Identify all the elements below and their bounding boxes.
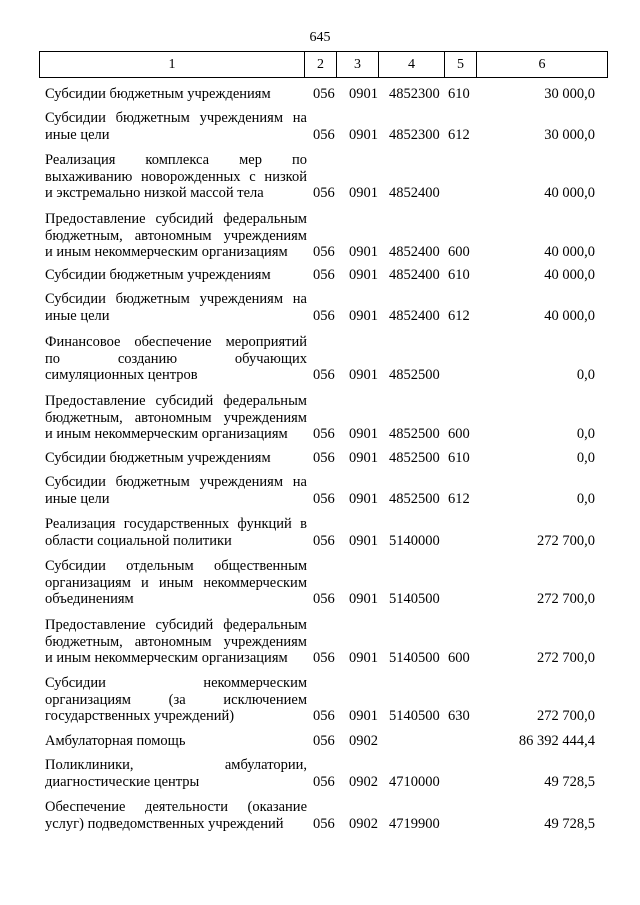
row-c3: 0901 [349,708,378,724]
row-name [45,211,307,261]
row-c6: 30 000,0 [544,126,595,143]
row-c3: 0901 [349,591,378,607]
row-c5: 612 [448,307,470,324]
row-c4: 4852400 [389,307,440,324]
row-c2: 056 [313,185,335,201]
header-col-1: 1 [39,51,305,78]
row-name [45,733,307,750]
row-c2: 056 [313,450,335,466]
row-name-line: бюджетным, автономным учреждениям [45,227,307,244]
row-name [45,110,307,143]
row-c2: 056 [313,532,335,549]
row-name-line: Субсидии бюджетным учреждениям на [45,474,307,490]
row-c5: 600 [448,650,470,666]
row-c3: 0901 [349,450,378,466]
row-c3: 0902 [349,733,378,749]
row-c4: 4852300 [389,126,440,143]
row-c5: 610 [448,450,470,466]
row-c3: 0901 [349,267,378,283]
row-name-line: по созданию обучающих [45,350,307,367]
row-name [45,393,307,443]
row-c2: 056 [313,367,335,383]
row-c4: 4852500 [389,367,440,383]
row-name [45,334,307,384]
table-header [39,51,608,78]
row-c3: 0901 [349,126,378,143]
row-name-line: Субсидии бюджетным учреждениям на [45,110,307,126]
row-c4: 4852400 [389,185,440,201]
row-c2: 056 [313,126,335,143]
row-name [45,291,307,324]
row-name-line: Предоставление субсидий федеральным [45,393,307,409]
header-col-5: 5 [444,51,477,78]
row-c5: 630 [448,708,470,724]
header-col-3: 3 [336,51,379,78]
row-name-line: организациям (за исключением [45,691,307,708]
row-c6: 0,0 [576,450,595,466]
row-name-line: Поликлиники, амбулатории, [45,757,307,773]
row-c2: 056 [313,426,335,442]
row-name-line: и иным некоммерческим организациям [45,426,288,442]
row-c6: 272 700,0 [537,532,595,549]
row-c5: 610 [448,267,470,283]
row-c5: 612 [448,126,470,143]
row-name-line: Финансовое обеспечение мероприятий [45,334,307,350]
row-name-line: Субсидии некоммерческим [45,675,307,691]
row-c2: 056 [313,267,335,283]
row-name [45,617,307,667]
row-c2: 056 [313,650,335,666]
page-number: 645 [309,30,331,45]
row-c5: 612 [448,490,470,507]
row-c6: 30 000,0 [544,86,595,102]
row-c2: 056 [313,815,335,832]
row-c4: 5140500 [389,650,440,666]
row-name-line: Субсидии бюджетным учреждениям [45,450,271,466]
row-c2: 056 [313,86,335,102]
row-c3: 0901 [349,367,378,383]
row-name-line: и иным некоммерческим организациям [45,650,288,666]
row-name [45,86,307,103]
row-c3: 0901 [349,490,378,507]
row-c4: 5140500 [389,591,440,607]
row-name-line: диагностические центры [45,773,200,790]
row-c6: 40 000,0 [544,244,595,260]
row-c5: 600 [448,244,470,260]
row-name-line: симуляционных центров [45,367,198,383]
row-c2: 056 [313,591,335,607]
row-name [45,152,307,202]
row-name-line: и иным некоммерческим организациям [45,244,288,260]
row-name-line: Предоставление субсидий федеральным [45,617,307,633]
row-name-line: Обеспечение деятельности (оказание [45,799,307,815]
row-name-line: и экстремально низкой массой тела [45,185,264,201]
row-c3: 0902 [349,773,378,790]
row-name-line: Предоставление субсидий федеральным [45,211,307,227]
row-c3: 0901 [349,86,378,102]
row-c3: 0901 [349,650,378,666]
row-c6: 0,0 [576,367,595,383]
row-name-line: иные цели [45,490,110,507]
row-c6: 40 000,0 [544,267,595,283]
row-c6: 49 728,5 [544,815,595,832]
row-c6: 272 700,0 [537,591,595,607]
row-c5: 610 [448,86,470,102]
row-name-line: Амбулаторная помощь [45,733,186,749]
row-name-line: бюджетным, автономным учреждениям [45,633,307,650]
row-c3: 0902 [349,815,378,832]
row-name-line: Субсидии бюджетным учреждениям на [45,291,307,307]
row-c6: 0,0 [576,426,595,442]
header-col-2: 2 [304,51,337,78]
row-name [45,675,307,725]
row-c2: 056 [313,307,335,324]
row-c4: 4852500 [389,450,440,466]
row-c2: 056 [313,773,335,790]
row-name-line: области социальной политики [45,532,232,549]
row-name-line: Реализация комплекса мер по [45,152,307,168]
row-c2: 056 [313,490,335,507]
row-name-line: выхаживанию новорожденных с низкой [45,168,307,185]
row-c6: 49 728,5 [544,773,595,790]
row-name-line: услуг) подведомственных учреждений [45,815,284,832]
row-name [45,474,307,507]
row-c4: 5140500 [389,708,440,724]
row-name [45,516,307,549]
row-c5: 600 [448,426,470,442]
row-c4: 4852400 [389,244,440,260]
row-c4: 4719900 [389,815,440,832]
row-c6: 272 700,0 [537,650,595,666]
row-name [45,757,307,790]
header-col-6: 6 [476,51,608,78]
row-c4: 4852400 [389,267,440,283]
row-c3: 0901 [349,426,378,442]
row-c4: 4852500 [389,490,440,507]
row-c3: 0901 [349,244,378,260]
row-c2: 056 [313,708,335,724]
row-c2: 056 [313,244,335,260]
row-name [45,799,307,832]
row-c6: 0,0 [576,490,595,507]
row-c4: 4852300 [389,86,440,102]
row-c4: 4710000 [389,773,440,790]
row-c4: 5140000 [389,532,440,549]
row-c2: 056 [313,733,335,749]
row-name [45,450,307,467]
header-col-4: 4 [378,51,445,78]
row-c3: 0901 [349,532,378,549]
row-c6: 40 000,0 [544,185,595,201]
row-name-line: Субсидии бюджетным учреждениям [45,267,271,283]
row-name-line: государственных учреждений) [45,708,235,724]
row-name-line: Субсидии отдельным общественным [45,558,307,574]
row-c3: 0901 [349,185,378,201]
row-c6: 272 700,0 [537,708,595,724]
row-name-line: иные цели [45,307,110,324]
row-name-line: иные цели [45,126,110,143]
row-name-line: Реализация государственных функций в [45,516,307,532]
row-c3: 0901 [349,307,378,324]
row-name-line: Субсидии бюджетным учреждениям [45,86,271,102]
row-name-line: бюджетным, автономным учреждениям [45,409,307,426]
row-name [45,267,307,284]
row-name-line: организациям и иным некоммерческим [45,574,307,591]
row-name-line: объединениям [45,591,134,607]
row-name [45,558,307,608]
row-c6: 40 000,0 [544,307,595,324]
row-c6: 86 392 444,4 [518,733,595,749]
row-c4: 4852500 [389,426,440,442]
